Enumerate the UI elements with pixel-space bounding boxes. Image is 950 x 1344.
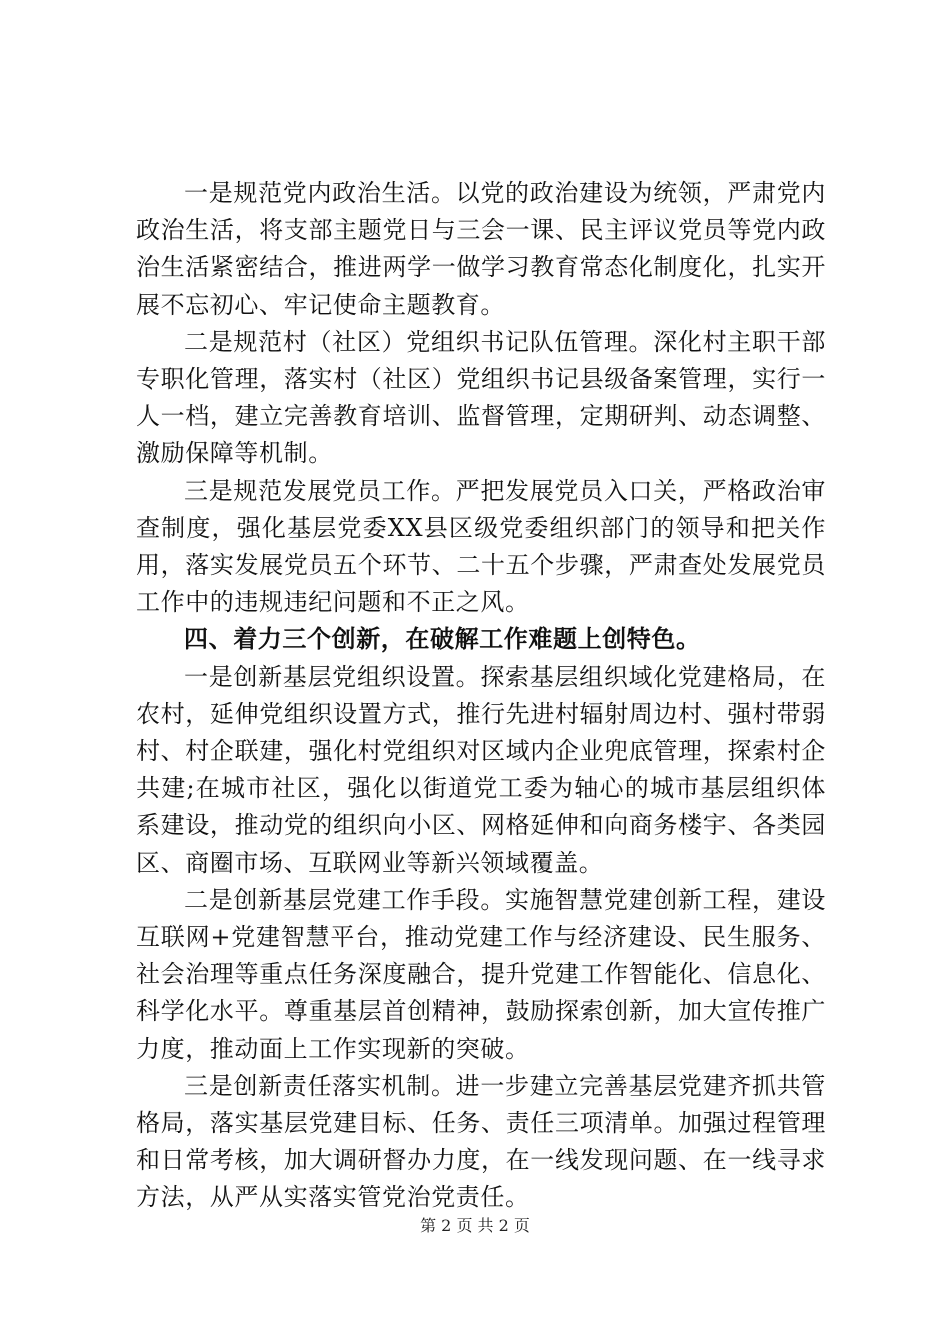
paragraph-innovate-organization-setup: 一是创新基层党组织设置。探索基层组织域化党建格局，在农村，延伸党组织设置方式，推行先进村辐射周边村、强村带弱村、村企联建，强化村党组织对区域内企业兜底管理，探索村企共建;在城市社区，强化以街道党工委为轴心的城市基层组织体系建设，推动党的组织向小区、网格延伸和向商务楼宇、各类园区、商圈市场、互联网业等新兴领域覆盖。 bbox=[136, 662, 826, 877]
paragraph-regulate-secretary-team: 二是规范村（社区）党组织书记队伍管理。深化村主职干部专职化管理，落实村（社区）党组织书记县级备案管理，实行一人一档，建立完善教育培训、监督管理，定期研判、动态调整、激励保障等机制。 bbox=[136, 327, 826, 468]
paragraph-regulate-member-development: 三是规范发展党员工作。严把发展党员入口关，严格政治审查制度，强化基层党委XX县区级党委组织部门的领导和把关作用，落实发展党员五个环节、二十五个步骤，严肃查处发展党员工作中的违规违纪问题和不正之风。 bbox=[136, 476, 826, 617]
paragraph-innovate-work-methods: 二是创新基层党建工作手段。实施智慧党建创新工程，建设互联网+党建智慧平台，推动党建工作与经济建设、民生服务、社会治理等重点任务深度融合，提升党建工作智能化、信息化、科学化水平。尊重基层首创精神，鼓励探索创新，加大宣传推广力度，推动面上工作实现新的突破。 bbox=[136, 885, 826, 1063]
section-heading-three-innovations: 四、着力三个创新，在破解工作难题上创特色。 bbox=[184, 625, 701, 654]
page-footer bbox=[0, 1216, 950, 1236]
paragraph-innovate-responsibility-mechanism: 三是创新责任落实机制。进一步建立完善基层党建齐抓共管格局，落实基层党建目标、任务、责任三项清单。加强过程管理和日常考核，加大调研督办力度，在一线发现问题、在一线寻求方法，从严从实落实管党治党责任。 bbox=[136, 1071, 826, 1212]
page-number-label: 第 2 页 共 2 页 bbox=[420, 1216, 530, 1235]
paragraph-regulate-political-life: 一是规范党内政治生活。以党的政治建设为统领，严肃党内政治生活，将支部主题党日与三会一课、民主评议党员等党内政治生活紧密结合，推进两学一做学习教育常态化制度化，扎实开展不忘初心、牢记使命主题教育。 bbox=[136, 179, 826, 319]
document-body bbox=[136, 175, 826, 1217]
